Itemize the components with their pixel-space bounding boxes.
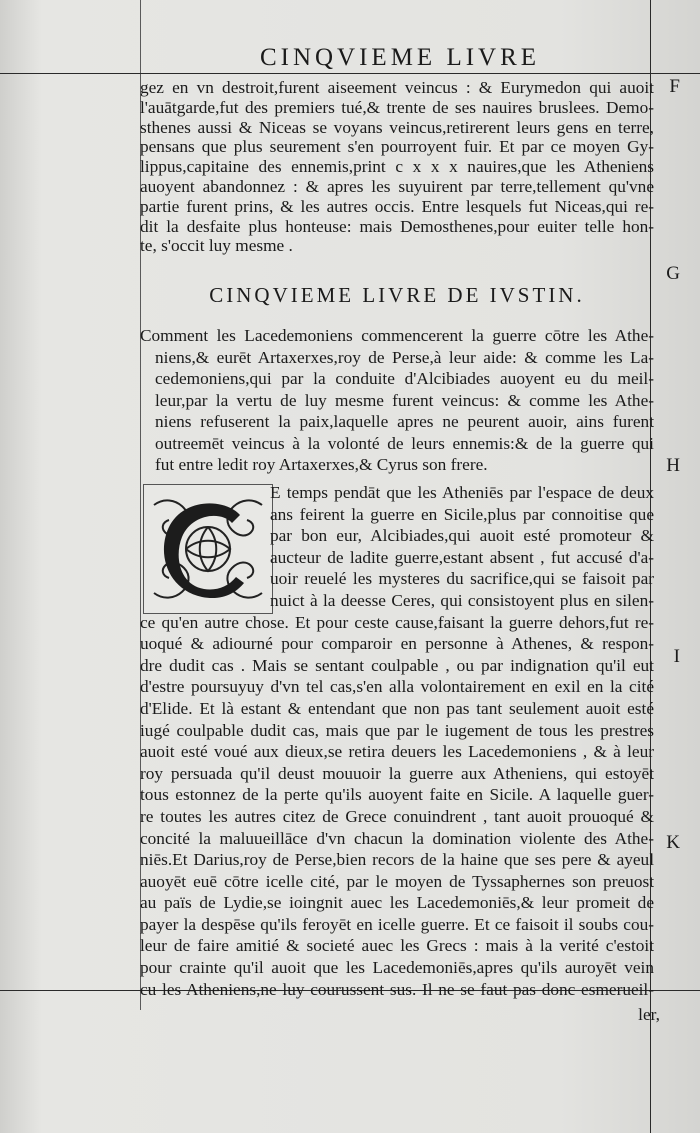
body-line: uoir reuelé les mysteres du sacrifice,qui se faisoit par: [270, 569, 654, 589]
body-line: leur de faire amitié & societé auec les Grecs : mais à la verité c'estoit: [140, 936, 654, 956]
margin-letter-k: K: [666, 832, 680, 853]
text-line: te, s'occit luy mesme .: [140, 236, 293, 256]
summary-line: cedemoniens,qui par la conduite d'Alcibiades auoyent eu du meil-: [155, 369, 654, 388]
body-line: par bon eur, Alcibiades,qui auoit esté promoteur &: [270, 526, 654, 546]
text-line: dit la desfaite plus honteuse: mais Demosthenes,pour euiter telle hon-: [140, 216, 654, 236]
body-line: aucteur de ladite guerre,estant absent , fut accusé d'a-: [270, 547, 654, 567]
body-line: concité la maluueillāce d'vn chacun la domination violente des Athe-: [140, 828, 654, 848]
section-title: CINQVIEME LIVRE DE IVSTIN.: [209, 283, 585, 307]
body-line: E temps pendāt que les Atheniēs par l'espace de deux: [270, 483, 654, 502]
chapter-summary: [140, 325, 654, 476]
head-rule: [0, 73, 700, 74]
body-line: auoyēt euē cōtre icelle cité, par le moyen de Tyssaphernes son preuost: [140, 871, 654, 891]
text-line: sthenes aussi & Niceas se voyans veincus,retirerent leurs gens en terre,: [140, 117, 654, 137]
margin-letter-g: G: [666, 263, 680, 284]
body-line: tous estonnez de la perte qu'ils auoyent faite en Sicile. A laquelle guer-: [140, 785, 654, 805]
body-line: roy persuada qu'il deust mouuoir la guerre aux Atheniens, qui estoyēt: [140, 763, 654, 783]
body-line: au païs de Lydie,se ioingnit auec les Lacedemoniēs,& leur promeit de: [140, 893, 654, 913]
summary-line: leur,par la vertu de luy mesme furent veincus: & comme les Athe-: [155, 390, 654, 410]
top-paragraph: [140, 78, 654, 256]
body-line: ce qu'en autre chose. Et pour ceste cause,faisant la guerre dehors,fut re-: [140, 612, 654, 632]
summary-line: niens refuserent la paix,laquelle apres ne peurent auoir, ains furent: [155, 412, 654, 431]
catchword: ler,: [638, 1005, 660, 1024]
body-line: d'Elide. Et là estant & entendant que non pas tant seulement auoit esté: [140, 698, 654, 718]
body-line: payer la despēse qu'ils feroyēt en icelle guerre. Et ce faisoit il soubs cou-: [140, 914, 654, 934]
body-line: ans feirent la guerre en Sicile,plus par connoitise que: [270, 504, 654, 524]
body-line: dre dudit cas . Mais se sentant coulpable , ou par indignation qu'il eut: [140, 655, 654, 675]
summary-line: niens,& eurēt Artaxerxes,roy de Perse,à leur aide: & comme les La-: [155, 347, 654, 367]
body-line: auoit esté voué aux dieux,se retira deuers les Lacedemoniens , & à leur: [140, 742, 654, 762]
body-line: pour crainte qu'il auoit que les Lacedemoniēs,apres qu'ils auroyēt vein: [140, 958, 654, 978]
margin-letter-i: I: [673, 646, 680, 667]
body-line: nuict à la deesse Ceres, qui consistoyent plus en silen-: [270, 590, 654, 610]
body-line: uoqué & adiourné pour comparoir en personne à Athenes, & respon-: [140, 634, 654, 654]
running-head: CINQVIEME LIVRE: [259, 44, 541, 71]
margin-letter-f: F: [669, 76, 680, 97]
body-line: niēs.Et Darius,roy de Perse,bien recors de la haine que ses pere & ayeul: [140, 850, 654, 870]
text-line: l'auātgarde,fut des premiers tué,& trente de ses nauires bruslees. Demo-: [140, 97, 654, 117]
text-line: lippus,capitaine des ennemis,print c x x x nauires,que les Atheniens: [140, 157, 654, 177]
text-line: partie furent prins, & les autres occis. Entre lesquels fut Niceas,qui re-: [140, 196, 654, 216]
text-line: pensans que plus seurement s'en pourroyent fuir. Et par ce moyen Gy-: [140, 137, 654, 157]
body-line: re toutes les autres citez de Grece conuindrent , tant auoit prouoqué &: [140, 806, 654, 826]
margin-letter-h: H: [666, 455, 680, 476]
body-line: iugé coulpable dudit cas, mais que par le iugement de tous les prestres: [140, 720, 654, 740]
text-line: gez en vn destroit,furent aiseement veincus : & Eurymedon qui auoit: [140, 78, 654, 97]
main-paragraph: [140, 482, 654, 1000]
summary-line: outreemēt veincus à la volonté de leurs ennemis:& de la guerre qui: [155, 433, 654, 453]
text-line: auoyent abandonnez : & apres les suyuirent par terre,tellement qu'vne: [140, 176, 654, 196]
summary-line: fut entre ledit roy Artaxerxes,& Cyrus son frere.: [155, 455, 488, 474]
body-line: cu les Atheniens,ne luy courussent sus. Il ne se faut pas donc esmerueil-: [140, 979, 654, 999]
body-line: d'estre poursuyuy d'vn tel cas,s'en alla volontairement en exil en la cité: [140, 677, 654, 697]
summary-line: Comment les Lacedemoniens commencerent la guerre cōtre les Athe-: [140, 326, 654, 345]
